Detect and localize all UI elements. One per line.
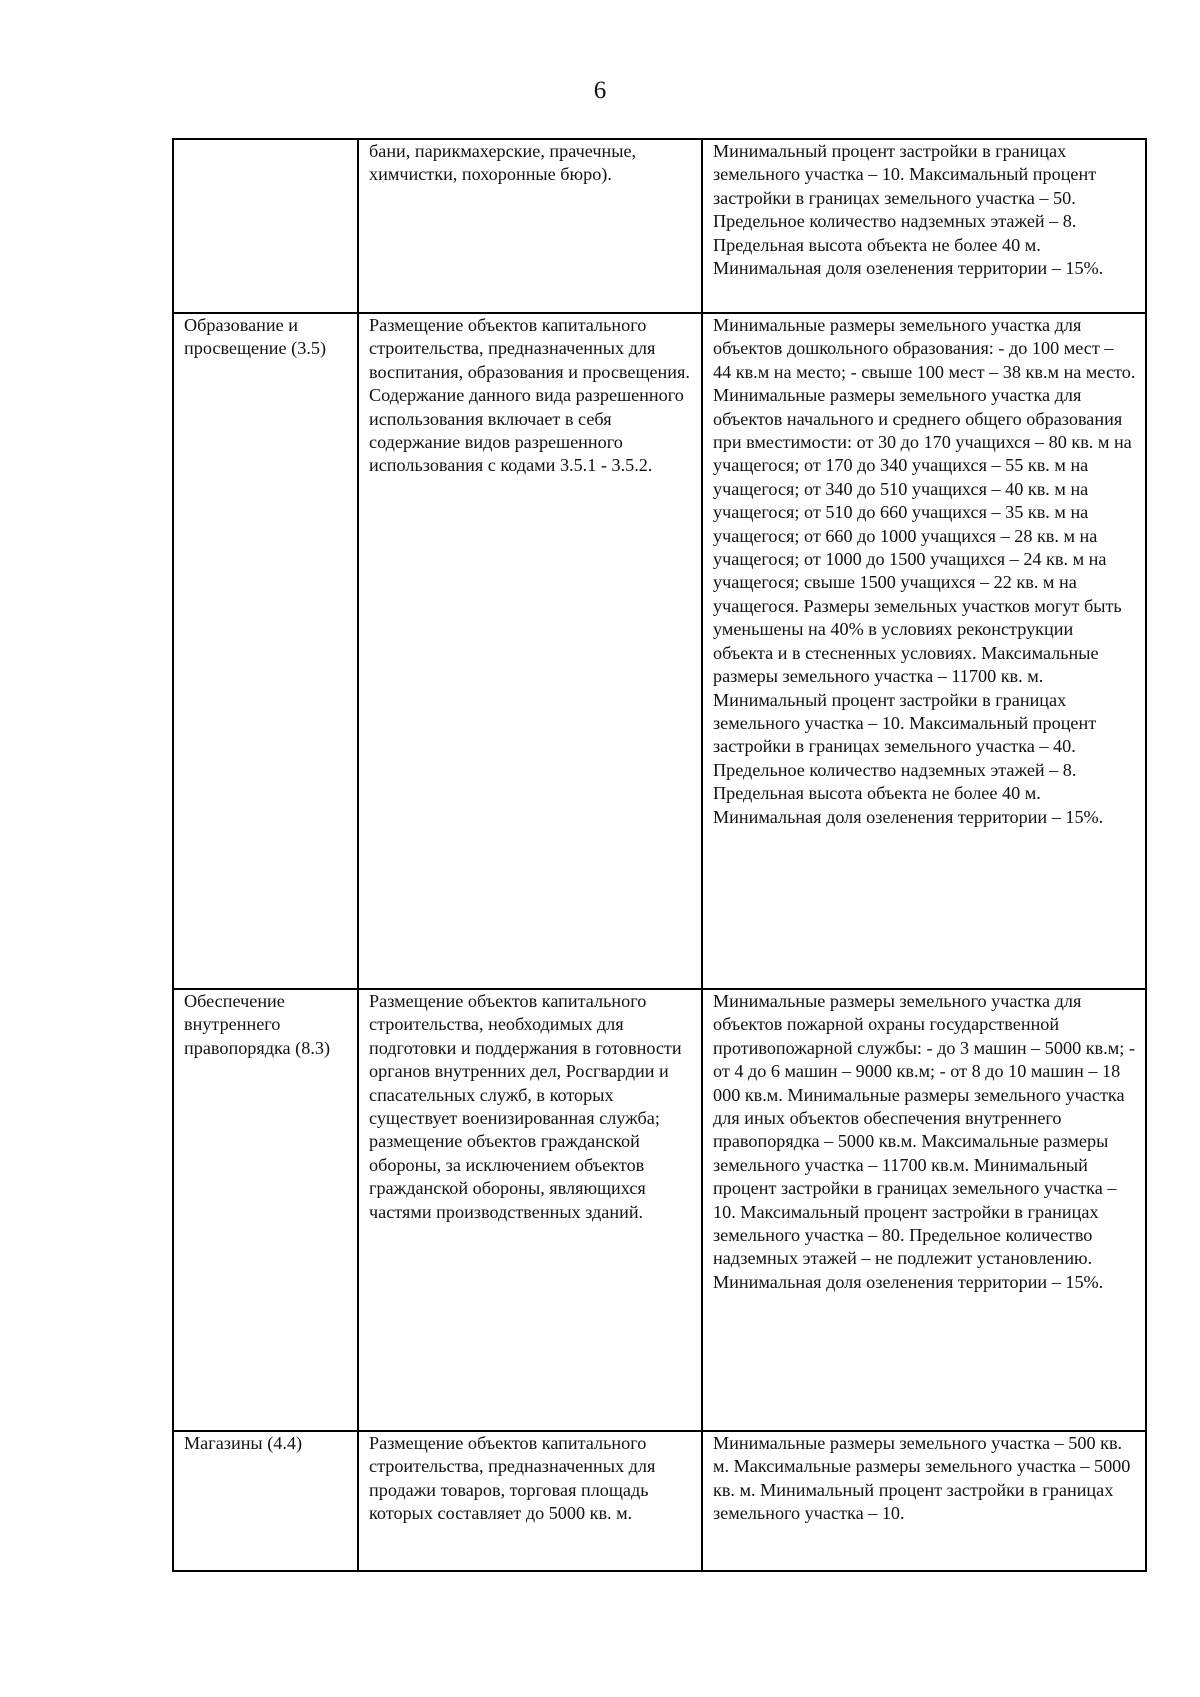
parameter-line: Максимальные размеры земельного участка – 11700 кв.м.	[713, 1131, 1109, 1175]
parameter-line: от 510 до 660 учащихся – 35 кв. м на учащегося;	[713, 502, 1089, 546]
parameter-line: Минимальные размеры земельного участка для объектов дошкольного образования:	[713, 315, 1082, 359]
description-text: Размещение объектов капитального строительства, необходимых для подготовки и поддержания в готовности органов внутренних дел, Росгвардии и спасательных служб, в которых существует военизированная служба;	[369, 991, 682, 1129]
parameter-line: Минимальный процент застройки в границах земельного участка – 10.	[713, 1154, 1117, 1222]
parameter-line: - свыше 100 мест – 38 кв.м на место.	[850, 361, 1136, 382]
parameter-line: Максимальные размеры земельного участка – 5000 кв. м.	[713, 1456, 1131, 1500]
parameter-line: Предельное количество надземных этажей – не подлежит установлению.	[713, 1225, 1093, 1269]
parameter-line: Максимальный процент застройки в границах земельного участка – 80.	[713, 1201, 1099, 1246]
parameter-line: Размеры земельных участков могут быть уменьшены на 40% в условиях реконструкции объекта и в стесненных условиях.	[713, 595, 1122, 663]
description-cell	[358, 313, 702, 989]
parameters-cell	[702, 1431, 1146, 1571]
parameter-line: Максимальный процент застройки в границах земельного участка – 40.	[713, 712, 1097, 757]
use-type-cell	[173, 313, 358, 989]
use-type-name: Образование и просвещение (3.5)	[184, 315, 327, 359]
use-type-name: Магазины (4.4)	[184, 1433, 303, 1453]
parameter-line: Минимальные размеры земельного участка для объектов пожарной охраны государственной противопожарной службы:	[713, 991, 1082, 1058]
land-use-table	[172, 138, 1147, 1572]
parameter-line: - до 3 машин – 5000 кв.м;	[926, 1037, 1125, 1058]
parameter-line: от 340 до 510 учащихся – 40 кв. м на учащегося;	[713, 478, 1089, 523]
parameter-line: Минимальные размеры земельного участка – 500 кв. м.	[713, 1433, 1123, 1477]
parameter-line: Минимальные размеры земельного участка для иных объектов обеспечения внутреннего правопорядка – 5000 кв.м.	[713, 1084, 1125, 1152]
parameter-line: от 170 до 340 учащихся – 55 кв. м на учащегося;	[713, 455, 1089, 499]
parameter-line: - от 8 до 10 машин – 18 000 кв.м.	[713, 1061, 1121, 1105]
description-cell	[358, 139, 702, 313]
parameter-line: Максимальный процент застройки в границах земельного участка – 50.	[713, 164, 1097, 208]
table-body	[173, 139, 1146, 1571]
parameter-line: свыше 1500 учащихся – 22 кв. м на учащегося.	[713, 572, 1077, 616]
parameter-line: Минимальная доля озеленения территории – 15%.	[713, 258, 1104, 279]
parameters-cell	[702, 989, 1146, 1431]
parameter-line: Минимальные размеры земельного участка для объектов начального и среднего общего образования при вместимости:	[713, 385, 1123, 453]
parameter-line: Минимальный процент застройки в границах земельного участка – 10.	[713, 1479, 1114, 1524]
description-cell	[358, 989, 702, 1431]
use-type-cell	[173, 139, 358, 313]
description-text: Размещение объектов капитального строительства, предназначенных для продажи товаров, торговая площадь которых составляет до 5000 кв. м.	[369, 1433, 656, 1524]
parameter-line: Предельное количество надземных этажей – 8.	[713, 759, 1077, 780]
parameter-line: от 30 до 170 учащихся – 80 кв. м на учащегося;	[713, 432, 1132, 476]
parameter-line: от 660 до 1000 учащихся – 28 кв. м на учащегося;	[713, 525, 1098, 570]
description-cell	[358, 1431, 702, 1571]
use-type-name: Обеспечение внутреннего правопорядка (8.3)	[184, 991, 331, 1058]
description-text: бани, парикмахерские, прачечные, химчистки, похоронные бюро).	[369, 141, 637, 185]
parameter-line: Предельная высота объекта не более 40 м.	[713, 783, 1041, 804]
use-type-cell	[173, 989, 358, 1431]
table-row	[173, 1431, 1146, 1571]
table-row	[173, 989, 1146, 1431]
parameter-line: Максимальные размеры земельного участка – 11700 кв. м.	[713, 642, 1099, 687]
parameter-line: - до 100 мест – 44 кв.м на место;	[713, 338, 1114, 382]
parameter-line: Минимальная доля озеленения территории – 15%.	[713, 1271, 1104, 1292]
parameter-line: Минимальный процент застройки в границах земельного участка – 10.	[713, 141, 1067, 185]
page-number: 6	[593, 77, 607, 104]
parameter-line: Предельная высота объекта не более 40 м.	[713, 234, 1041, 255]
parameter-line: Минимальный процент застройки в границах земельного участка – 10.	[713, 689, 1067, 733]
parameter-line: от 1000 до 1500 учащихся – 24 кв. м на учащегося;	[713, 549, 1107, 593]
description-text: размещение объектов гражданской обороны, за исключением объектов гражданской обороны, являющихся частями производственных зданий.	[369, 1131, 646, 1222]
parameter-line: - от 4 до 6 машин – 9000 кв.м;	[713, 1037, 1135, 1082]
table-row	[173, 139, 1146, 313]
parameters-cell	[702, 139, 1146, 313]
parameter-line: Предельное количество надземных этажей – 8.	[713, 211, 1077, 232]
description-text: Размещение объектов капитального строительства, предназначенных для воспитания, образования и просвещения. Содержание данного вида разрешенного использования включает в себя содержание видов разрешенного использования с кодами 3.5.1 - 3.5.2.	[369, 315, 690, 476]
table-row	[173, 313, 1146, 989]
parameter-line: Минимальная доля озеленения территории – 15%.	[713, 806, 1104, 827]
parameters-cell	[702, 313, 1146, 989]
use-type-cell	[173, 1431, 358, 1571]
